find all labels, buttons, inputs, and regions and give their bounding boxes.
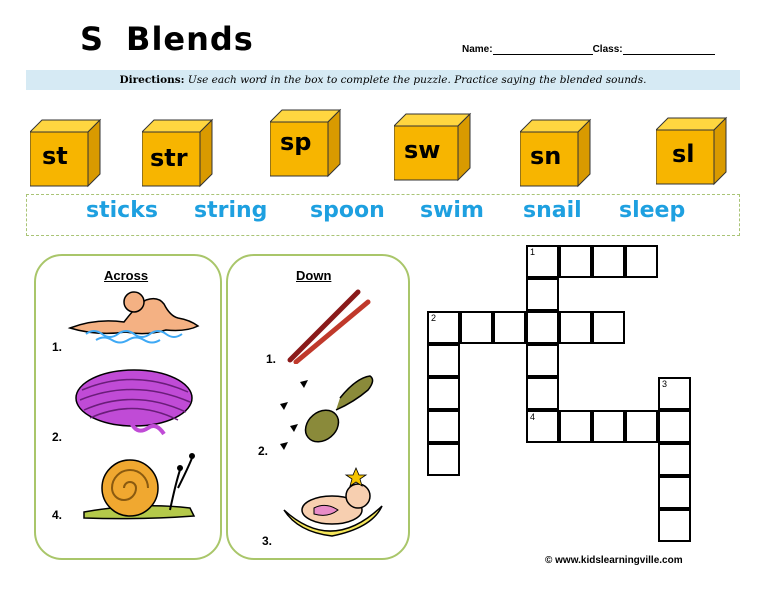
title-letter: S: [80, 20, 105, 58]
clue-number: 1.: [266, 352, 277, 366]
page-title: [80, 20, 254, 58]
crossword-cell[interactable]: [493, 311, 526, 344]
name-label: Name:: [462, 44, 493, 55]
blend-cube-str: [142, 118, 214, 188]
directions-text: Use each word in the box to complete the puzzle. Practice saying the blended sounds.: [187, 74, 647, 86]
crossword-cell[interactable]: [460, 311, 493, 344]
blend-cube-st: [30, 118, 102, 188]
swimmer-icon: [66, 288, 202, 344]
crossword-cell[interactable]: [559, 245, 592, 278]
class-label: Class:: [592, 44, 623, 55]
blend-cube-sn: [520, 118, 592, 188]
crossword-cell[interactable]: [658, 443, 691, 476]
chopsticks-icon: [282, 288, 372, 364]
word-bank-item: sticks: [86, 198, 158, 223]
blend-label: str: [150, 144, 188, 172]
blend-label: st: [42, 142, 68, 170]
blend-cube-sw: [394, 112, 472, 182]
crossword-cell[interactable]: [625, 410, 658, 443]
directions-bar: [26, 70, 740, 90]
cell-number: 1: [530, 247, 536, 257]
crossword-cell[interactable]: [427, 311, 460, 344]
snail-icon: [80, 448, 200, 520]
word-bank-item: swim: [420, 198, 484, 223]
name-class-fields: [462, 44, 715, 55]
crossword-cell[interactable]: [526, 344, 559, 377]
cell-number: 2: [431, 313, 437, 323]
spoon-icon: [276, 368, 380, 454]
blend-label: sw: [404, 136, 441, 164]
crossword-cell[interactable]: [559, 311, 592, 344]
cell-number: 4: [530, 412, 536, 422]
word-bank-item: snail: [523, 198, 582, 223]
word-bank-item: spoon: [310, 198, 385, 223]
crossword-cell[interactable]: [592, 311, 625, 344]
down-title: Down: [296, 268, 332, 283]
crossword-cell[interactable]: [427, 443, 460, 476]
crossword-cell[interactable]: [658, 377, 691, 410]
blend-label: sn: [530, 142, 562, 170]
crossword-cell[interactable]: [427, 377, 460, 410]
crossword-cell[interactable]: [658, 476, 691, 509]
name-line[interactable]: [493, 44, 593, 55]
crossword-cell[interactable]: [658, 509, 691, 542]
crossword-cell[interactable]: [526, 410, 559, 443]
crossword-cell[interactable]: [658, 410, 691, 443]
directions-label: Directions:: [119, 74, 185, 86]
across-title: Across: [104, 268, 149, 283]
crossword-cell[interactable]: [427, 344, 460, 377]
crossword-cell[interactable]: [526, 311, 559, 344]
crossword-cell[interactable]: [526, 377, 559, 410]
clue-number: 2.: [52, 430, 63, 444]
crossword-cell[interactable]: [625, 245, 658, 278]
word-bank-item: string: [194, 198, 268, 223]
title-word: Blends: [126, 20, 254, 58]
sleeping-baby-icon: [278, 462, 386, 548]
crossword-cell[interactable]: [526, 278, 559, 311]
clue-number: 2.: [258, 444, 269, 458]
crossword-cell[interactable]: [559, 410, 592, 443]
string-coil-icon: [70, 358, 198, 440]
blend-cube-sl: [656, 116, 728, 186]
crossword-cell[interactable]: [592, 410, 625, 443]
word-bank-item: sleep: [619, 198, 686, 223]
blend-cube-sp: [270, 108, 342, 178]
blend-label: sp: [280, 128, 312, 156]
crossword-cell[interactable]: [427, 410, 460, 443]
crossword-cell[interactable]: [592, 245, 625, 278]
crossword-cell[interactable]: [526, 245, 559, 278]
cell-number: 3: [662, 379, 668, 389]
clue-number: 3.: [262, 534, 273, 548]
class-line[interactable]: [623, 44, 715, 55]
blend-label: sl: [672, 140, 695, 168]
copyright-text: © www.kidslearningville.com: [545, 555, 683, 566]
clue-number: 1.: [52, 340, 63, 354]
clue-number: 4.: [52, 508, 63, 522]
